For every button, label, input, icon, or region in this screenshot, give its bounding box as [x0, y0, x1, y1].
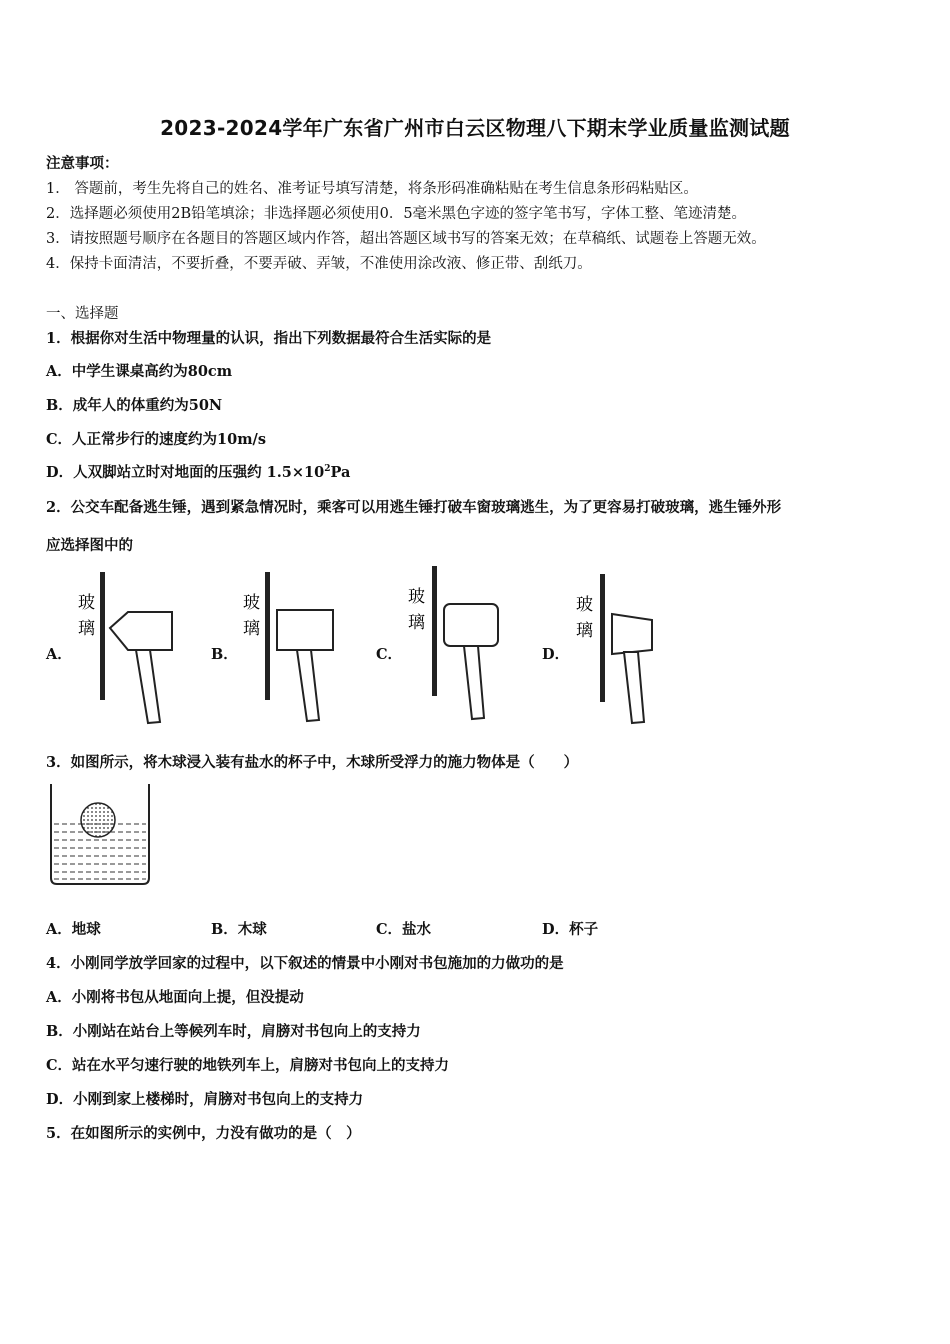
- q3-option-b: B．木球: [211, 921, 267, 938]
- q2-option-c-label: C．: [376, 646, 403, 663]
- hammer-head-pointed: [110, 612, 172, 650]
- q1-option-d-text: D．人双脚站立时对地面的压强约 1.5×10: [46, 464, 325, 481]
- hammer-handle: [297, 650, 319, 721]
- hammer-figure-c: [402, 562, 512, 728]
- q2-option-b-label: B．: [211, 646, 238, 663]
- q1-option-d-exponent: 2: [324, 464, 331, 475]
- hammer-figure-a: [70, 568, 180, 728]
- q1-option-c: C．人正常步行的速度约为10m/s: [46, 431, 267, 448]
- q4-option-a: A．小刚将书包从地面向上提，但没提动: [46, 989, 304, 1006]
- glass-pane: [600, 574, 605, 702]
- glass-pane: [265, 572, 270, 700]
- hammer-handle: [464, 646, 484, 719]
- hammer-handle: [136, 650, 160, 723]
- q1-stem: 1．根据你对生活中物理量的认识，指出下列数据最符合生活实际的是: [46, 330, 492, 347]
- notice-item-2: 2．选择题必须使用2B铅笔填涂；非选择题必须使用0．5毫米黑色字迹的签字笔书写，字体工整、笔迹清楚。: [46, 206, 747, 222]
- glass-pane: [432, 566, 437, 696]
- q3-option-d: D．杯子: [542, 921, 599, 938]
- hammer-head-rounded: [444, 604, 498, 646]
- q1-option-a: A．中学生课桌高约为80cm: [46, 363, 233, 380]
- wooden-ball: [81, 803, 115, 837]
- glass-label-char2: 璃: [243, 619, 260, 639]
- hammer-figure-d: [570, 568, 680, 728]
- q1-option-d: [46, 461, 350, 482]
- glass-label-char2: 璃: [408, 613, 425, 633]
- q1-option-d-unit: Pa: [330, 464, 351, 481]
- cup-with-ball-figure: [46, 782, 156, 890]
- q3-stem: 3．如图所示，将木球浸入装有盐水的杯子中，木球所受浮力的施力物体是（ ）: [46, 754, 579, 771]
- q4-stem: 4．小刚同学放学回家的过程中，以下叙述的情景中小刚对书包施加的力做功的是: [46, 955, 564, 972]
- glass-label-char2: 璃: [576, 621, 593, 641]
- q2-stem-line2: 应选择图中的: [46, 537, 133, 554]
- hammer-handle: [624, 652, 644, 723]
- notice-heading: 注意事项：: [46, 155, 119, 172]
- hammer-head-wedge: [612, 614, 652, 654]
- glass-label-char2: 璃: [78, 619, 95, 639]
- hammer-head-flat: [277, 610, 333, 650]
- glass-pane: [100, 572, 105, 700]
- q2-option-d-label: D．: [542, 646, 570, 663]
- q4-option-c: C．站在水平匀速行驶的地铁列车上，肩膀对书包向上的支持力: [46, 1057, 450, 1074]
- q3-option-c: C．盐水: [376, 921, 432, 938]
- glass-label-char1: 玻: [78, 593, 95, 613]
- q3-option-a: A．地球: [46, 921, 101, 938]
- q2-option-a-label: A．: [46, 646, 72, 663]
- q5-stem: 5．在如图所示的实例中，力没有做功的是（ ）: [46, 1125, 361, 1142]
- hammer-figure-b: [237, 568, 347, 728]
- glass-label-char1: 玻: [243, 593, 260, 613]
- section-heading: 一、选择题: [46, 306, 119, 322]
- q4-option-b: B．小刚站在站台上等候列车时，肩膀对书包向上的支持力: [46, 1023, 421, 1040]
- glass-label-char1: 玻: [408, 587, 425, 607]
- q4-option-d: D．小刚到家上楼梯时，肩膀对书包向上的支持力: [46, 1091, 364, 1108]
- notice-item-3: 3．请按照题号顺序在各题目的答题区域内作答，超出答题区域书写的答案无效；在草稿纸、试题卷上答题无效。: [46, 231, 766, 247]
- notice-item-1: 1． 答题前，考生先将自己的姓名、准考证号填写清楚，将条形码准确粘贴在考生信息条形码粘贴区。: [46, 181, 698, 197]
- q1-option-b: B．成年人的体重约为50N: [46, 397, 223, 414]
- notice-item-4: 4．保持卡面清洁，不要折叠，不要弄破、弄皱，不准使用涂改液、修正带、刮纸刀。: [46, 256, 592, 272]
- page-title: 2023-2024学年广东省广州市白云区物理八下期末学业质量监测试题: [160, 116, 790, 140]
- q2-stem-line1: 2．公交车配备逃生锤，遇到紧急情况时，乘客可以用逃生锤打破车窗玻璃逃生，为了更容易打破玻璃，逃生锤外形: [46, 499, 782, 516]
- glass-label-char1: 玻: [576, 595, 593, 615]
